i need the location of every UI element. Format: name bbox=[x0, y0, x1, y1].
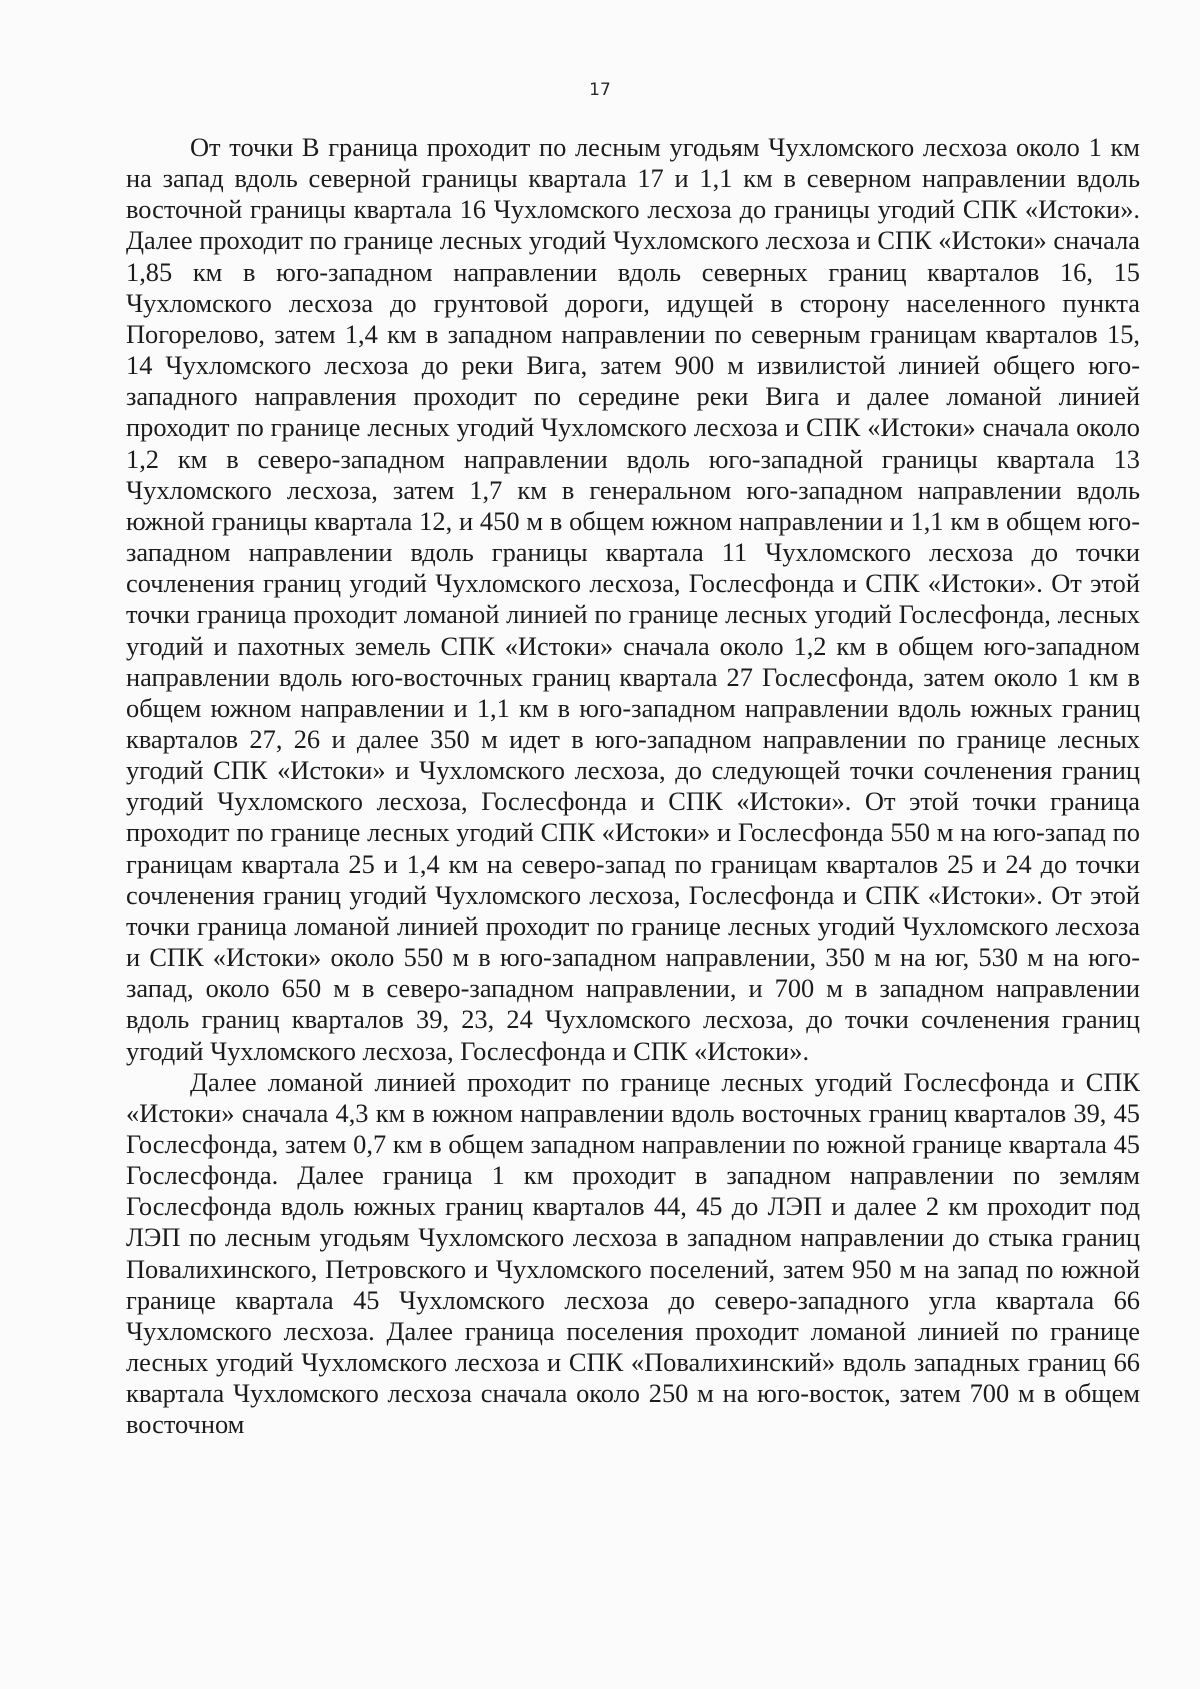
paragraph: Далее ломаной линией проходит по границе лесных угодий Гослесфонда и СПК «Истоки» сначала 4,3 км в южном направлении вдоль восточных границ кварталов 39, 45 Гослесфонда, затем 0,7 км в общем западном направлении по южной границе квартала 45 Гослесфонда. Далее граница 1 км проходит в западном направлении по землям Гослесфонда вдоль южных границ кварталов 44, 45 до ЛЭП и далее 2 км проходит под ЛЭП по лесным угодьям Чухломского лесхоза в западном направлении до стыка границ Повалихинского, Петровского и Чухломского поселений, затем 950 м на запад по южной границе квартала 45 Чухломского лесхоза до северо-западного угла квартала 66 Чухломского лесхоза. Далее граница поселения проходит ломаной линией по границе лесных угодий Чухломского лесхоза и СПК «Повалихинский» вдоль западных границ 66 квартала Чухломского лесхоза сначала около 250 м на юго-восток, затем 700 м в общем восточном bbox=[126, 1066, 1140, 1440]
paragraph: От точки В граница проходит по лесным угодьям Чухломского лесхоза около 1 км на запад вдоль северной границы квартала 17 и 1,1 км в северном направлении вдоль восточной границы квартала 16 Чухломского лесхоза до границы угодий СПК «Истоки». Далее проходит по границе лесных угодий Чухломского лесхоза и СПК «Истоки» сначала 1,85 км в юго-западном направлении вдоль северных границ кварталов 16, 15 Чухломского лесхоза до грунтовой дороги, идущей в сторону населенного пункта Погорелово, затем 1,4 км в западном направлении по северным границам кварталов 15, 14 Чухломского лесхоза до реки Вига, затем 900 м извилистой линией общего юго-западного направления проходит по середине реки Вига и далее ломаной линией проходит по границе лесных угодий Чухломского лесхоза и СПК «Истоки» сначала около 1,2 км в северо-западном направлении вдоль юго-западной границы квартала 13 Чухломского лесхоза, затем 1,7 км в генеральном юго-западном направлении вдоль южной границы квартала 12, и 450 м в общем южном направлении и 1,1 км в общем юго-западном направлении вдоль границы квартала 11 Чухломского лесхоза до точки сочленения границ угодий Чухломского лесхоза, Гослесфонда и СПК «Истоки». От этой точки граница проходит ломаной линией по границе лесных угодий Гослесфонда, лесных угодий и пахотных земель СПК «Истоки» сначала около 1,2 км в общем юго-западном направлении вдоль юго-восточных границ квартала 27 Гослесфонда, затем около 1 км в общем южном направлении и 1,1 км в юго-западном направлении вдоль южных границ кварталов 27, 26 и далее 350 м идет в юго-западном направлении по границе лесных угодий СПК «Истоки» и Чухломского лесхоза, до следующей точки сочленения границ угодий Чухломского лесхоза, Гослесфонда и СПК «Истоки». От этой точки граница проходит по границе лесных угодий СПК «Истоки» и Гослесфонда 550 м на юго-запад по границам квартала 25 и 1,4 км на северо-запад по границам кварталов 25 и 24 до точки сочленения границ угодий Чухломского лесхоза, Гослесфонда и СПК «Истоки». От этой точки граница ломаной линией проходит по границе лесных угодий Чухломского лесхоза и СПК «Истоки» около 550 м в юго-западном направлении, 350 м на юг, 530 м на юго-запад, около 650 м в северо-западном направлении, и 700 м в западном направлении вдоль границ кварталов 39, 23, 24 Чухломского лесхоза, до точки сочленения границ угодий Чухломского лесхоза, Гослесфонда и СПК «Истоки». bbox=[126, 132, 1140, 1066]
page-number: 17 bbox=[589, 80, 611, 100]
document-body bbox=[126, 132, 1140, 1441]
